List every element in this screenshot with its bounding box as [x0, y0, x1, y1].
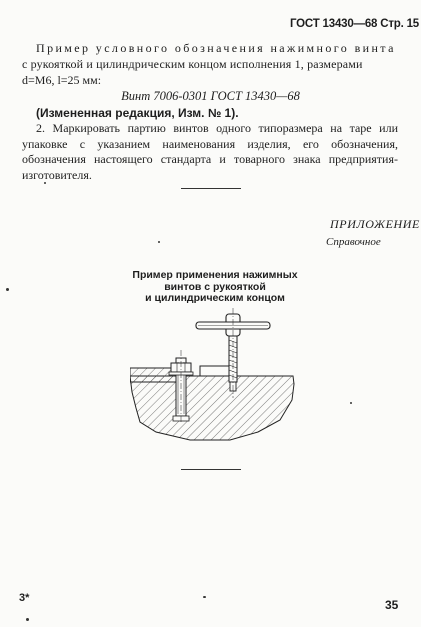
example-paragraph — [22, 40, 398, 88]
scan-speck — [44, 182, 46, 184]
base-plate — [130, 376, 294, 440]
example-line-2: с рукояткой и цилиндрическим концом исполнения 1, размерами — [22, 57, 363, 71]
scan-speck — [26, 618, 29, 621]
scan-speck — [158, 241, 160, 243]
section-divider — [181, 188, 241, 189]
designation-formula: Винт 7006-0301 ГОСТ 13430—68 — [121, 89, 300, 103]
page-header — [290, 18, 419, 30]
example-lead: Пример условного обозначения — [36, 41, 266, 55]
workpiece — [200, 366, 232, 376]
screw-usage-drawing — [130, 300, 300, 445]
marking-paragraph: 2. Маркировать партию винтов одного типоразмера на таре или упаковке с указанием наименования изделия, его обозначения, обозначения настоящего стандарта и товарного знака предприятия-изготовителя. — [22, 121, 398, 182]
scan-speck — [203, 596, 206, 598]
figure-caption-line-1: Пример применения нажимных — [132, 269, 298, 281]
header-standard: ГОСТ 13430—68 — [290, 18, 378, 30]
amendment-note: (Измененная редакция, Изм. № 1). — [36, 106, 239, 120]
signature-mark: 3* — [19, 592, 30, 604]
example-line-1 — [22, 40, 398, 56]
figure-caption-line-2: винтов с рукояткой — [164, 280, 266, 293]
scan-speck — [350, 402, 352, 404]
page-number: 35 — [385, 598, 399, 612]
header-page-label: Стр. 15 — [380, 18, 419, 30]
figure-caption-line-3: и цилиндрическим концом — [145, 292, 285, 304]
example-line1-rest: нажимного винта — [265, 41, 396, 55]
figure-divider — [181, 469, 241, 470]
appendix-subtitle: Справочное — [326, 236, 381, 248]
appendix-title: ПРИЛОЖЕНИЕ — [330, 217, 420, 231]
scan-speck — [6, 288, 9, 291]
example-line-3: d=M6, l=25 мм: — [22, 73, 102, 87]
